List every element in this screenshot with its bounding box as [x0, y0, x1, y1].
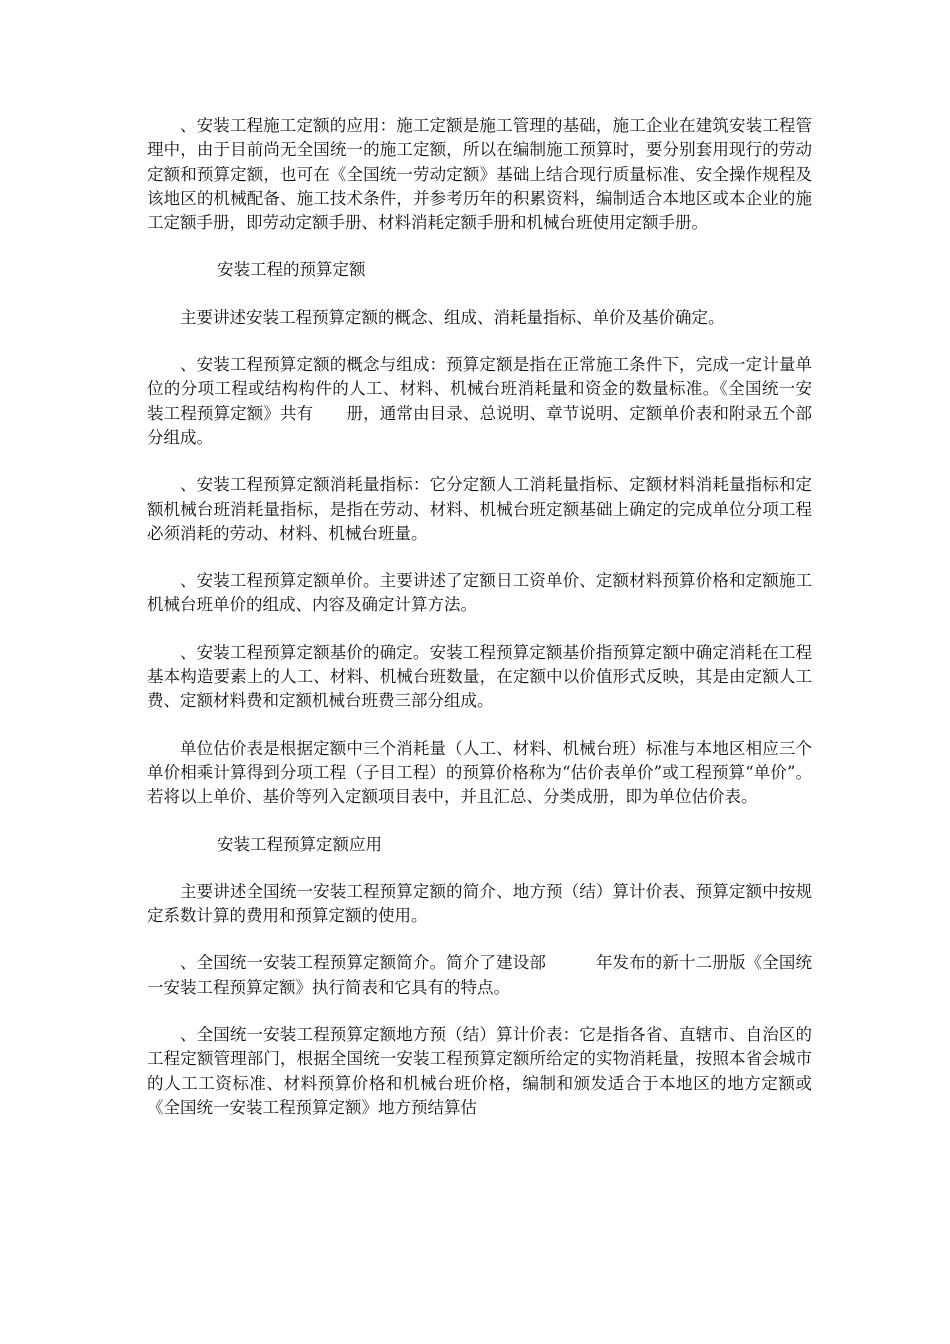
paragraph-construction-quota-application: 、安装工程施工定额的应用：施工定额是施工管理的基础，施工企业在建筑安装工程管理中，由于目前尚无全国统一的施工定额，所以在编制施工预算时，要分别套用现行的劳动定额和预算定额，也可在《全国统一劳动定额》基础上结合现行质量标准、安全操作规程及该地区的机械配备、施工技术条件，并参考历年的积累资料，编制适合本地区或本企业的施工定额手册，即劳动定额手册、材料消耗定额手册和机械台班使用定额手册。 — [147, 116, 812, 233]
paragraph-application-summary: 主要讲述全国统一安装工程预算定额的简介、地方预（结）算计价表、预算定额中按规定系数计算的费用和预算定额的使用。 — [147, 881, 812, 926]
section-heading-budget-quota: 安装工程的预算定额 — [217, 260, 366, 280]
section-heading-quota-application: 安装工程预算定额应用 — [217, 834, 382, 854]
paragraph-local-valuation-table: 、全国统一安装工程预算定额地方预（结）算计价表：它是指各省、直辖市、自治区的工程定额管理部门，根据全国统一安装工程预算定额所给定的实物消耗量，按照本省会城市的人工工资标准、材料预算价格和机械台班价格，编制和颁发适合于本地区的地方定额或《全国统一安装工程预算定额》地方预结算估 — [147, 1025, 812, 1117]
paragraph-consumption-indicators: 、安装工程预算定额消耗量指标：它分定额人工消耗量指标、定额材料消耗量指标和定额机械台班消耗量指标，是指在劳动、材料、机械台班定额基础上确定的完成单位分项工程必须消耗的劳动、材料、机械台班量。 — [147, 475, 812, 543]
paragraph-quota-unit-price: 、安装工程预算定额单价。主要讲述了定额日工资单价、定额材料预算价格和定额施工机械台班单价的组成、内容及确定计算方法。 — [147, 571, 812, 615]
paragraph-national-quota-intro: 、全国统一安装工程预算定额简介。简介了建设部 年发布的新十二册版《全国统一安装工程预算定额》执行简表和它具有的特点。 — [147, 953, 812, 997]
paragraph-quota-base-price: 、安装工程预算定额基价的确定。安装工程预算定额基价指预算定额中确定消耗在工程基本构造要素上的人工、材料、机械台班数量，在定额中以价值形式反映，其是由定额人工费、定额材料费和定额机械台班费三部分组成。 — [147, 642, 812, 711]
paragraph-budget-quota-summary: 主要讲述安装工程预算定额的概念、组成、消耗量指标、单价及基价确定。 — [180, 307, 725, 327]
paragraph-budget-quota-concept: 、安装工程预算定额的概念与组成：预算定额是指在正常施工条件下，完成一定计量单位的分项工程或结构构件的人工、材料、机械台班消耗量和资金的数量标准。《全国统一安装工程预算定额》共有 册，通常由目录、总说明、章节说明、定额单价表和附录五个部分组成。 — [147, 355, 812, 447]
document-page — [147, 114, 812, 1143]
paragraph-unit-valuation-table: 单位估价表是根据定额中三个消耗量（人工、材料、机械台班）标准与本地区相应三个单价相乘计算得到分项工程（子目工程）的预算价格称为“估价表单价”或工程预算“单价”。若将以上单价、基价等列入定额项目表中，并且汇总、分类成册，即为单位估价表。 — [147, 738, 812, 807]
